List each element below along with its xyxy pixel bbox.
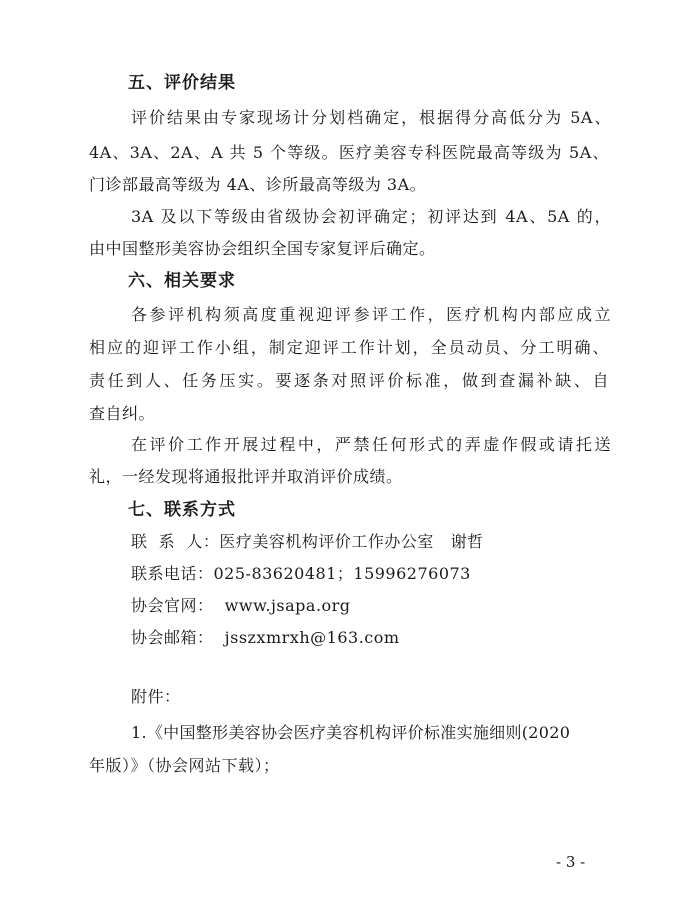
- attachment-item-1-line-2: 年版）》（协会网站下载）；: [89, 756, 280, 775]
- contact-person: 联 系 人：医疗美容机构评价工作办公室 谢哲: [131, 532, 484, 551]
- attachment-item-1-line-1: 1.《中国整形美容协会医疗美容机构评价标准实施细则(2020: [131, 723, 571, 742]
- section-6-paragraph-1-line-1: 各参评机构须高度重视迎评参评工作，医疗机构内部应成立: [131, 305, 611, 324]
- section-5-heading: 五、评价结果: [128, 73, 236, 93]
- contact-phone: 联系电话：025-83620481；15996276073: [131, 564, 471, 583]
- page-number: - 3 -: [556, 853, 586, 871]
- section-6-paragraph-1-line-4: 查自纠。: [89, 404, 156, 423]
- section-6-paragraph-1-line-3: 责任到人、任务压实。要逐条对照评价标准，做到查漏补缺、自: [89, 371, 609, 390]
- section-5-paragraph-2-line-1: 3A 及以下等级由省级协会初评确定；初评达到 4A、5A 的，: [131, 207, 611, 226]
- section-6-heading: 六、相关要求: [128, 271, 236, 291]
- section-5-paragraph-1-line-1: 评价结果由专家现场计分划档确定，根据得分高低分为 5A、: [131, 108, 611, 127]
- section-5-paragraph-1-line-2: 4A、3A、2A、A 共 5 个等级。医疗美容专科医院最高等级为 5A、: [89, 143, 609, 162]
- association-website: 协会官网： www.jsapa.org: [131, 596, 351, 615]
- section-5-paragraph-1-line-3: 门诊部最高等级为 4A、诊所最高等级为 3A。: [89, 175, 427, 194]
- section-6-paragraph-2-line-1: 在评价工作开展过程中，严禁任何形式的弄虚作假或请托送: [131, 435, 611, 454]
- association-email: 协会邮箱： jsszxmrxh@163.com: [131, 628, 400, 647]
- section-7-heading: 七、联系方式: [128, 500, 236, 520]
- section-6-paragraph-1-line-2: 相应的迎评工作小组，制定迎评工作计划，全员动员、分工明确、: [89, 338, 609, 357]
- attachments-label: 附件：: [131, 687, 181, 706]
- section-6-paragraph-2-line-2: 礼，一经发现将通报批评并取消评价成绩。: [89, 467, 403, 486]
- section-5-paragraph-2-line-2: 由中国整形美容协会组织全国专家复评后确定。: [89, 239, 436, 258]
